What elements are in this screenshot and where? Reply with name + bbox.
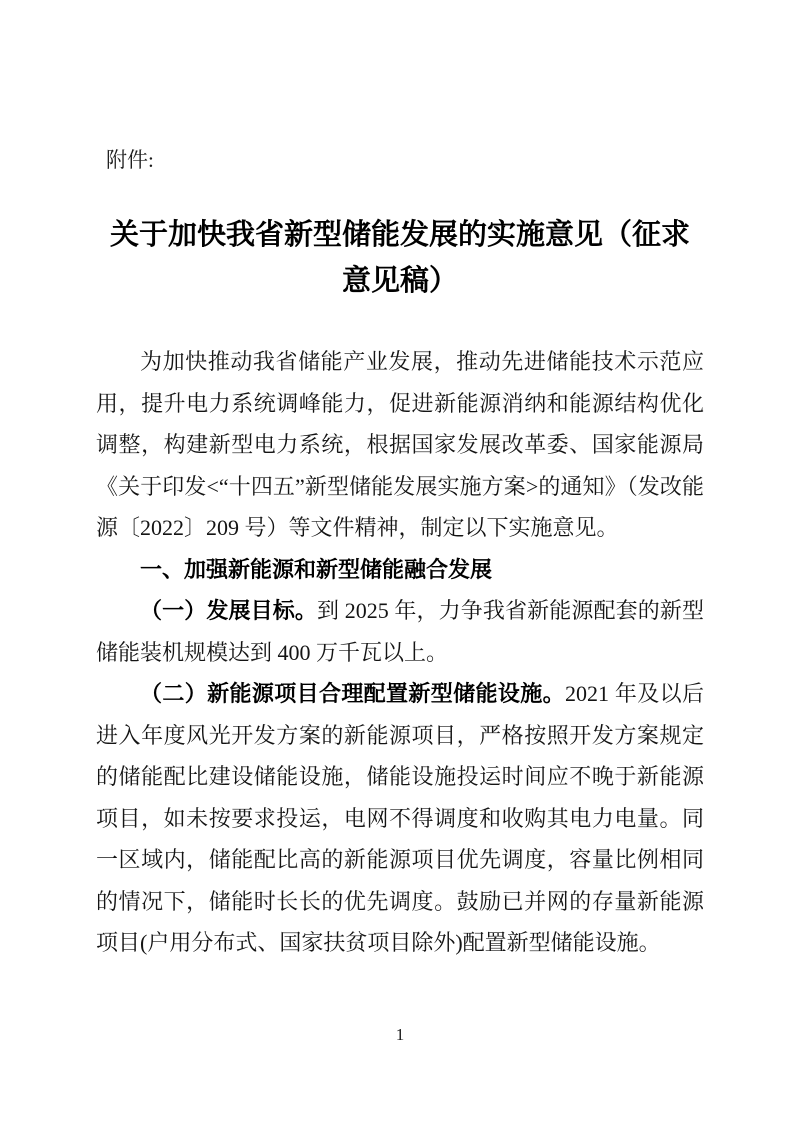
section-heading-1: 一、加强新能源和新型储能融合发展 bbox=[140, 556, 493, 582]
item-1-lead: （一）发展目标。 bbox=[140, 598, 317, 623]
paragraph-intro-text: 为加快推动我省储能产业发展，推动先进储能技术示范应用，提升电力系统调峰能力，促进新能源消纳和能源结构优化调整，构建新型电力系统，根据国家发展改革委、国家能源局《关于印发<“十四五”新型储能发展实施方案>的通知》（发改能源〔2022〕209 号）等文件精神，制定以下实施意见。 bbox=[96, 349, 704, 540]
attachment-label: 附件: bbox=[106, 148, 154, 172]
item-2-lead: （二）新能源项目合理配置新型储能设施。 bbox=[140, 681, 565, 706]
document-title: 关于加快我省新型储能发展的实施意见（征求意见稿） bbox=[109, 219, 690, 297]
paragraph-item-1 bbox=[96, 590, 704, 673]
item-2-text: 2021 年及以后进入年度风光开发方案的新能源项目，严格按照开发方案规定的储能配比建设储能设施，储能设施投运时间应不晚于新能源项目，如未按要求投运，电网不得调度和收购其电力电量。同一区域内，储能配比高的新能源项目优先调度，容量比例相同的情况下，储能时长长的优先调度。鼓励已并网的存量新能源项目(户用分布式、国家扶贫项目除外)配置新型储能设施。 bbox=[96, 681, 704, 955]
document-content bbox=[96, 148, 704, 964]
item-1-text: 到 2025 年，力争我省新能源配套的新型储能装机规模达到 400 万千瓦以上。 bbox=[96, 598, 704, 665]
page-number: 1 bbox=[395, 1025, 405, 1044]
paragraph-intro bbox=[96, 341, 704, 549]
paragraph-item-2 bbox=[96, 673, 704, 964]
document-body bbox=[96, 341, 704, 964]
